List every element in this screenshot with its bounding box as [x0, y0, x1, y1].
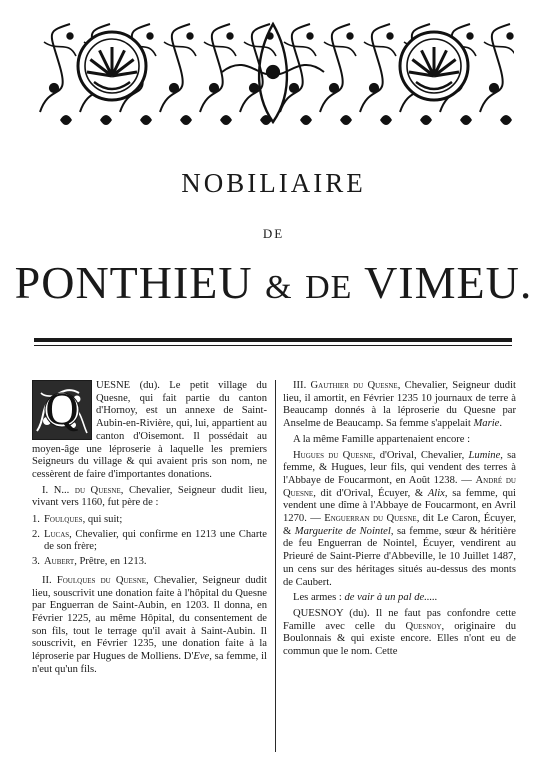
entry-2-number: II.: [42, 574, 57, 586]
child-name: Foulques: [44, 514, 83, 526]
entry-2-name: Foulques du Quesne: [56, 574, 147, 586]
title-de: DE: [262, 226, 285, 241]
entry-1-number: I.: [42, 484, 54, 496]
andre-name: André du Quesne: [283, 474, 516, 499]
hugues-name: Hugues du Quesne: [293, 449, 373, 461]
title-rule-thin: [34, 345, 512, 346]
hugues-text-2: , sa femme, & Hugues, leur fils, qui vendent des terres à l'Abbaye de Foucarmont, en Août 1238. —: [283, 449, 516, 486]
child-item: [32, 514, 267, 527]
title-ampersand: &: [265, 269, 293, 306]
title-rule-thick: [34, 338, 512, 342]
entry-1: [32, 485, 267, 510]
entry-3-text: , Chevalier, Seigneur dudit lieu, il amortit, en Février 1235 10 journaux de terre à Beaucamp donnés à la léproserie du Quesne par Anselme de Beaucamp. Sa femme s'appelait: [283, 380, 516, 430]
family-members-paragraph: [283, 450, 516, 590]
right-column: [283, 380, 516, 662]
title-de-2: DE: [305, 269, 353, 306]
foliage-ornament-icon: [32, 12, 514, 134]
hugues-wife: Lumine: [468, 449, 501, 461]
enguerran-text-2: , sa femme, sœur & héritière de feu Enguerran de Nointel, Écuyer, vendirent au Prieuré de Saint-Pierre d'Abbeville, le 10 Juillet 1487, un cens sur des héritages situés au-dessus des monts de Caubert.: [283, 525, 516, 588]
title-ponthieu-vimeu: [0, 256, 547, 309]
entry-3-name: Gauthier du Quesne: [310, 380, 398, 391]
entry-2-text: , Chevalier, Seigneur dudit lieu, souscrivit une donation faite à l'hôpital du Quesne par Enguerran de Saint-Aubin, en 1203. Il donna, en Février 1225, au même Hôpital, du consentement de son fils, tout le terrage qu'il avait à Saint-Aubin. Il souscrivit, en Février 1235, une donation faite à la léproserie par Hugues de Molliens. D': [32, 574, 267, 663]
entry-3-number: III.: [293, 380, 311, 391]
arms-text: de vair à un pal de.....: [344, 592, 438, 604]
child-name: Lucas: [44, 528, 70, 540]
ornamental-headpiece: [32, 12, 514, 134]
quesnoy-text: (du). Il ne faut pas confondre cette Famille avec celle du: [283, 607, 516, 632]
entry-2-end: , sa femme, il n'eut qu'un fils.: [32, 651, 267, 675]
andre-text: , dit d'Orival, Écuyer, &: [313, 487, 428, 499]
hugues-text: , d'Orival, Chevalier,: [372, 449, 469, 461]
children-list: [32, 514, 267, 569]
column-divider: [275, 380, 276, 752]
child-item: [32, 529, 267, 554]
intro-first-word: UESNE: [96, 380, 131, 391]
family-intro: A la même Famille appartenaient encore :: [293, 433, 471, 445]
enguerran-text: , dit Le Caron, Écuyer, &: [283, 513, 517, 537]
intro-text: (du). Le petit village du Quesne, qui fait partie du canton d'Hornoy, est un annexe de Saint-Aubin-en-Rivière, qui, lui, appartient au canton d'Oisemont. Il possédait au moyen-âge une léproserie à laquelle les premiers Seigneurs du village & qui avaient pris son nom, ne cessèrent de faire d'importantes donations.: [32, 380, 267, 480]
left-column: [32, 380, 267, 679]
arms-label: Les armes :: [293, 592, 345, 604]
quesnoy-smallcaps: Quesnoy: [405, 620, 442, 632]
andre-wife: Alix: [427, 487, 445, 499]
quesnoy-entry: [283, 608, 516, 659]
title-nobiliaire: NOBILIAIRE: [181, 168, 366, 198]
title-vimeu: VIMEU.: [364, 257, 533, 308]
child-text: , Prêtre, en 1213.: [74, 556, 147, 568]
andre-text-2: , sa femme, qui vendent une dîme à l'Abbaye de Foucarmont, en Avril 1270. —: [283, 487, 516, 525]
entry-2-wife: Eve: [193, 651, 210, 663]
quesnoy-name: QUESNOY: [293, 607, 344, 619]
enguerran-name: Enguerran du Quesne: [324, 513, 417, 525]
entry-3-wife: Marie: [473, 418, 500, 430]
enguerran-wife: Marguerite de Nointel: [294, 525, 391, 537]
entry-2: [32, 575, 267, 677]
child-number: 2.: [32, 528, 40, 540]
child-number: 3.: [32, 556, 40, 568]
child-item: [32, 556, 267, 569]
title-ponthieu: PONTHIEU: [14, 257, 253, 308]
quesnoy-end: , originaire du Boulonnais & qui existe encore. Elles n'ont eu de commun que le nom. Cette: [283, 620, 516, 658]
child-text: , qui suit;: [82, 514, 123, 526]
decorated-initial: [32, 380, 92, 440]
entry-1-name: N... du Quesne: [53, 484, 121, 496]
arms-line: [283, 592, 516, 605]
entry-1-text: , Chevalier, Seigneur dudit lieu, vivant vers 1160, fut père de :: [32, 484, 267, 509]
child-text: , Chevalier, qui confirme en 1213 une Charte de son frère;: [44, 528, 267, 553]
entry-3: [283, 380, 516, 431]
child-name: Aubert: [44, 556, 75, 568]
child-number: 1.: [32, 514, 40, 526]
entry-3-end: .: [499, 418, 503, 430]
initial-letter: Q: [45, 383, 79, 434]
